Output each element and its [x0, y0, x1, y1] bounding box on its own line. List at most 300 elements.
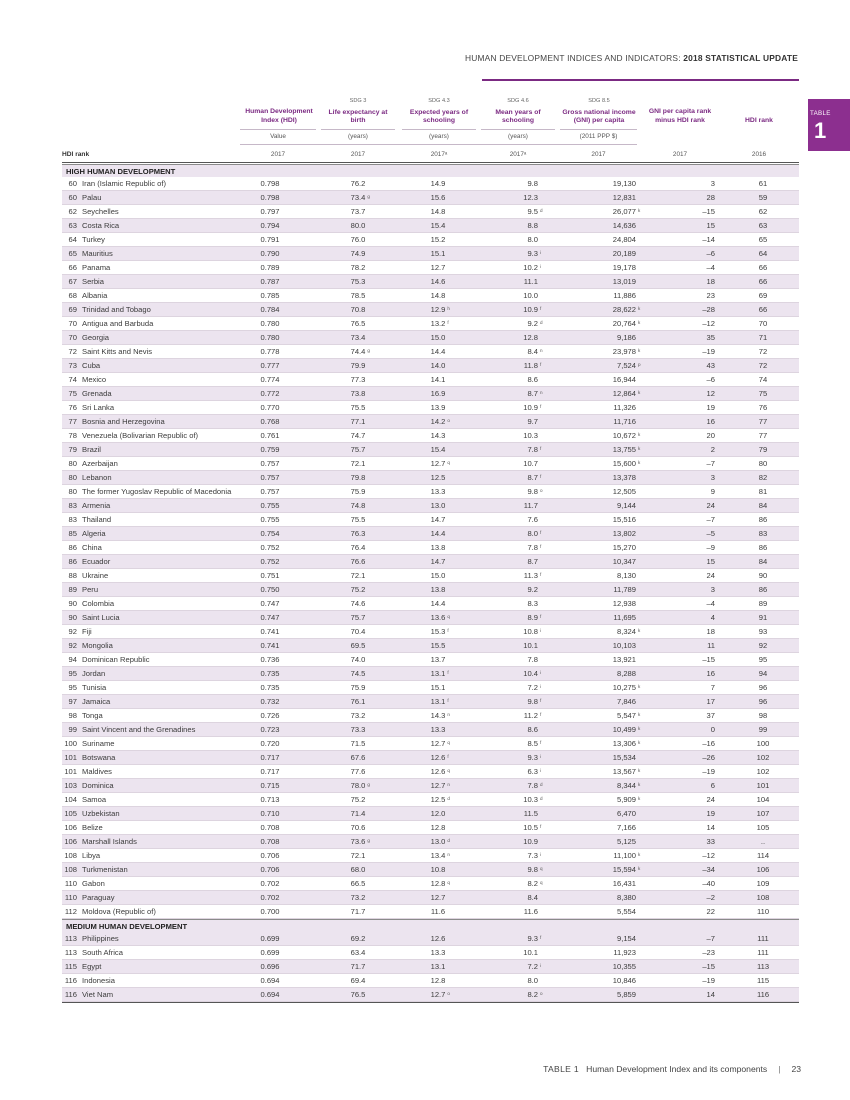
- cell-country: Fiji: [82, 627, 92, 636]
- cell-mean-schooling-value: 7.2: [527, 962, 538, 971]
- footnote-marker: k: [638, 684, 641, 689]
- cell-mean-schooling: [527, 487, 543, 496]
- cell-mean-schooling: [523, 333, 538, 342]
- footnote-marker: f: [540, 404, 542, 409]
- cell-gni-cell: [572, 597, 636, 611]
- cell-gni-rank-diff: –19: [702, 347, 715, 356]
- cell-mean-schooling-value: 11.1: [523, 277, 538, 286]
- cell-mean-schooling-cell: [492, 932, 542, 946]
- cell-life-expectancy: [351, 697, 366, 706]
- cell-hdi-value: 0.754: [260, 529, 280, 538]
- cell-mean-schooling-cell: [492, 891, 538, 905]
- footnote-marker: g: [367, 194, 370, 199]
- cell-country: Botswana: [82, 753, 116, 762]
- cell-life-expectancy-value: 71.7: [350, 962, 366, 971]
- cell-mean-schooling-value: 8.8: [527, 221, 538, 230]
- cell-expected-schooling: [431, 249, 446, 258]
- cell-life-expectancy-cell: [330, 849, 386, 863]
- cell-hdi-rank: 97: [68, 697, 77, 706]
- table-row: [62, 835, 799, 849]
- cell-hdi-rank-2016: 65: [758, 235, 768, 244]
- cell-gni-cell: [572, 667, 636, 681]
- footnote-marker: q: [447, 740, 450, 745]
- cell-mean-schooling-cell: [492, 807, 538, 821]
- cell-life-expectancy-value: 73.2: [350, 893, 366, 902]
- cell-country: Albania: [82, 291, 108, 300]
- cell-hdi-rank-2016: 114: [756, 851, 770, 860]
- cell-hdi-rank: 116: [64, 990, 77, 999]
- running-header-regular: HUMAN DEVELOPMENT INDICES AND INDICATORS:: [464, 53, 684, 63]
- cell-gni-cell: [572, 863, 641, 877]
- cell-life-expectancy: [351, 711, 366, 720]
- cell-hdi-rank-2016: 115: [756, 976, 770, 985]
- cell-mean-schooling-value: 10.8: [523, 627, 538, 636]
- cell-hdi-rank: 92: [68, 627, 77, 636]
- cell-expected-schooling: [430, 669, 449, 678]
- cell-gni: [612, 683, 641, 692]
- cell-country: Libya: [82, 851, 101, 860]
- cell-hdi-rank-2016: 116: [756, 990, 770, 999]
- cell-gni-value: 5,859: [616, 990, 636, 999]
- year-life: 2017: [350, 151, 366, 158]
- cell-life-expectancy-cell: [330, 401, 386, 415]
- cell-gni-rank-diff: –23: [702, 948, 715, 957]
- cell-gni-value: 13,378: [612, 473, 636, 482]
- cell-hdi-rank: 90: [68, 599, 77, 608]
- footnote-marker: d: [540, 208, 543, 213]
- cell-life-expectancy-value: 76.5: [350, 990, 366, 999]
- footnote-marker: d: [540, 782, 543, 787]
- cell-mean-schooling: [523, 305, 542, 314]
- cell-gni-value: 24,804: [612, 235, 636, 244]
- cell-hdi-rank: 68: [68, 291, 77, 300]
- cell-country: Costa Rica: [82, 221, 120, 230]
- cell-hdi-value: 0.694: [260, 990, 280, 999]
- footnote-marker: k: [638, 852, 641, 857]
- cell-life-expectancy-cell: [330, 457, 386, 471]
- cell-country: Saint Lucia: [82, 613, 120, 622]
- table-row: [62, 667, 799, 681]
- cell-expected-schooling-value: 13.3: [430, 487, 446, 496]
- cell-hdi-rank-2016: 69: [758, 291, 768, 300]
- col-title-hdi-rank: HDI rank: [745, 117, 773, 124]
- cell-life-expectancy-cell: [330, 569, 386, 583]
- cell-expected-schooling-value: 13.0: [430, 501, 446, 510]
- cell-hdi-rank: 98: [68, 711, 77, 720]
- cell-life-expectancy-value: 75.3: [350, 277, 366, 286]
- cell-hdi-value: 0.717: [260, 753, 280, 762]
- cell-gni-value: 10,672: [612, 431, 636, 440]
- cell-gni-rank-diff: 17: [706, 697, 715, 706]
- footnote-marker: n: [540, 390, 543, 395]
- cell-life-expectancy-cell: [330, 247, 386, 261]
- cell-expected-schooling-cell: [410, 415, 466, 429]
- cell-hdi-value: 0.699: [260, 948, 280, 957]
- cell-hdi-rank: 80: [68, 459, 77, 468]
- cell-life-expectancy-cell: [330, 541, 386, 555]
- cell-gni-cell: [572, 932, 636, 946]
- cell-expected-schooling: [431, 347, 446, 356]
- cell-hdi-value: 0.723: [260, 725, 280, 734]
- cell-hdi-value: 0.755: [260, 515, 280, 524]
- cell-expected-schooling: [430, 781, 450, 790]
- cell-gni: [617, 333, 636, 342]
- cell-gni: [612, 207, 641, 216]
- cell-gni-rank-diff: –12: [702, 851, 715, 860]
- cell-gni-rank-diff: 3: [710, 585, 715, 594]
- cell-hdi-rank-2016: 80: [758, 459, 768, 468]
- cell-mean-schooling-cell: [492, 471, 542, 485]
- table-tab-number: 1: [814, 118, 827, 143]
- cell-mean-schooling-cell: [492, 821, 542, 835]
- cell-gni-cell: [572, 835, 636, 849]
- cell-mean-schooling: [527, 753, 542, 762]
- cell-life-expectancy-cell: [330, 625, 386, 639]
- table-row: [62, 345, 799, 359]
- cell-expected-schooling: [431, 655, 446, 664]
- cell-gni-rank-diff: –15: [702, 655, 715, 664]
- cell-life-expectancy-value: 75.2: [350, 585, 366, 594]
- footnote-marker: f: [540, 306, 542, 311]
- units-rule-gni: [560, 129, 637, 130]
- cell-gni-rank-diff: –28: [702, 305, 715, 314]
- cell-mean-schooling-cell: [492, 723, 538, 737]
- cell-mean-schooling-value: 9.3: [527, 753, 538, 762]
- cell-hdi-value: 0.755: [260, 501, 280, 510]
- cell-hdi-rank-2016: 66: [758, 263, 768, 272]
- cell-expected-schooling: [430, 837, 450, 846]
- footnote-marker: f: [540, 362, 542, 367]
- cell-hdi-rank-2016: 83: [758, 529, 768, 538]
- cell-hdi-value: 0.774: [260, 375, 280, 384]
- cell-expected-schooling-cell: [410, 723, 466, 737]
- table-row: [62, 974, 799, 988]
- cell-gni-cell: [572, 765, 641, 779]
- cell-mean-schooling: [523, 571, 542, 580]
- cell-life-expectancy-value: 75.7: [350, 445, 366, 454]
- cell-life-expectancy-value: 74.8: [350, 501, 366, 510]
- cell-gni-cell: [572, 331, 636, 345]
- footnote-marker: f: [447, 320, 449, 325]
- cell-mean-schooling-value: 10.1: [523, 641, 538, 650]
- cell-hdi-rank-2016: 106: [756, 865, 770, 874]
- table-row: [62, 443, 799, 457]
- cell-mean-schooling-cell: [492, 877, 543, 891]
- cell-gni-rank-diff: –12: [702, 319, 715, 328]
- cell-hdi-value: 0.706: [260, 851, 280, 860]
- cell-hdi-rank-2016: 91: [758, 613, 768, 622]
- cell-hdi-rank: 88: [68, 571, 77, 580]
- col-title-mean: Mean years of schooling: [495, 108, 541, 125]
- cell-life-expectancy-value: 69.2: [350, 934, 366, 943]
- cell-life-expectancy: [351, 207, 366, 216]
- cell-expected-schooling-cell: [410, 317, 466, 331]
- cell-country: Ecuador: [82, 557, 111, 566]
- cell-expected-schooling-value: 15.4: [430, 445, 446, 454]
- cell-gni: [612, 347, 641, 356]
- cell-expected-schooling-value: 12.8: [430, 976, 446, 985]
- cell-mean-schooling-value: 10.7: [523, 459, 538, 468]
- footnote-marker: k: [638, 866, 641, 871]
- cell-expected-schooling-value: 15.4: [430, 221, 446, 230]
- cell-hdi-rank: 105: [64, 809, 77, 818]
- cell-expected-schooling-cell: [410, 905, 466, 919]
- table-row: [62, 583, 799, 597]
- cell-expected-schooling-value: 14.2: [430, 417, 446, 426]
- cell-gni-cell: [572, 513, 636, 527]
- cell-mean-schooling: [527, 976, 538, 985]
- cell-hdi-rank-2016: 95: [758, 655, 768, 664]
- cell-mean-schooling: [527, 529, 542, 538]
- cell-country: Sri Lanka: [82, 403, 115, 412]
- cell-gni-value: 7,846: [616, 697, 636, 706]
- cell-life-expectancy: [351, 599, 366, 608]
- cell-hdi-rank-2016: 90: [758, 571, 768, 580]
- cell-gni: [617, 823, 636, 832]
- cell-mean-schooling: [524, 501, 538, 510]
- cell-life-expectancy-value: 74.4: [350, 347, 366, 356]
- cell-life-expectancy-cell: [330, 821, 386, 835]
- cell-mean-schooling-cell: [492, 457, 538, 471]
- footnote-marker: k: [638, 320, 641, 325]
- cell-life-expectancy: [351, 627, 366, 636]
- cell-gni-rank-diff: –19: [702, 767, 715, 776]
- cell-life-expectancy: [351, 571, 366, 580]
- cell-life-expectancy: [351, 277, 366, 286]
- cell-hdi-rank: 67: [68, 277, 77, 286]
- cell-life-expectancy-cell: [330, 835, 386, 849]
- cell-hdi-rank: 113: [64, 948, 77, 957]
- cell-life-expectancy-cell: [330, 611, 386, 625]
- cell-gni-cell: [572, 639, 636, 653]
- cell-gni-value: 13,921: [612, 655, 636, 664]
- cell-mean-schooling-cell: [492, 191, 538, 205]
- cell-mean-schooling-value: 8.5: [527, 739, 538, 748]
- cell-gni: [612, 389, 641, 398]
- cell-gni: [613, 613, 636, 622]
- cell-gni-value: 10,355: [612, 962, 636, 971]
- cell-gni-cell: [572, 569, 636, 583]
- cell-life-expectancy: [351, 613, 366, 622]
- cell-mean-schooling-cell: [492, 331, 538, 345]
- cell-life-expectancy-value: 75.7: [350, 613, 366, 622]
- table-row: [62, 471, 799, 485]
- footnote-marker: i: [540, 628, 542, 633]
- cell-gni-value: 8,288: [616, 669, 636, 678]
- cell-expected-schooling: [431, 725, 446, 734]
- cell-gni: [613, 948, 636, 957]
- cell-life-expectancy-cell: [330, 779, 386, 793]
- cell-life-expectancy: [351, 823, 366, 832]
- cell-hdi-value: 0.798: [260, 179, 280, 188]
- cell-mean-schooling-value: 7.3: [527, 851, 538, 860]
- cell-life-expectancy-value: 76.5: [350, 319, 366, 328]
- cell-life-expectancy: [351, 753, 366, 762]
- cell-expected-schooling-cell: [410, 667, 466, 681]
- cell-life-expectancy-value: 75.9: [350, 683, 366, 692]
- cell-mean-schooling: [523, 361, 542, 370]
- cell-mean-schooling-cell: [492, 429, 538, 443]
- cell-expected-schooling-value: 14.4: [430, 529, 446, 538]
- cell-mean-schooling-cell: [492, 849, 542, 863]
- cell-mean-schooling: [527, 851, 542, 860]
- cell-mean-schooling-cell: [492, 709, 542, 723]
- cell-hdi-rank-2016: 84: [758, 501, 768, 510]
- cell-country: Maldives: [82, 767, 112, 776]
- cell-expected-schooling-value: 14.8: [430, 291, 446, 300]
- footer-caption: Human Development Index and its components: [586, 1064, 768, 1074]
- cell-expected-schooling-value: 15.1: [430, 249, 446, 258]
- cell-hdi-rank: 104: [64, 795, 77, 804]
- cell-mean-schooling: [523, 459, 538, 468]
- cell-gni-cell: [572, 429, 641, 443]
- cell-gni-value: 13,019: [612, 277, 636, 286]
- cell-gni-cell: [572, 737, 641, 751]
- cell-expected-schooling-cell: [410, 331, 466, 345]
- cell-mean-schooling-cell: [492, 513, 538, 527]
- cell-gni: [613, 221, 636, 230]
- cell-hdi-rank: 83: [68, 501, 77, 510]
- cell-gni-cell: [572, 471, 636, 485]
- cell-life-expectancy-cell: [330, 863, 386, 877]
- cell-expected-schooling-value: 13.0: [430, 837, 446, 846]
- col-title-hdi: Human Development Index (HDI): [245, 108, 313, 124]
- cell-life-expectancy: [351, 501, 366, 510]
- cell-mean-schooling: [527, 767, 542, 776]
- cell-life-expectancy-value: 71.4: [350, 809, 366, 818]
- cell-expected-schooling-cell: [410, 191, 466, 205]
- cell-life-expectancy-cell: [330, 653, 386, 667]
- footnote-marker: f: [540, 446, 542, 451]
- cell-mean-schooling-cell: [492, 974, 538, 988]
- table-row: [62, 485, 799, 499]
- cell-expected-schooling-value: 14.0: [430, 361, 446, 370]
- cell-hdi-rank-2016: 66: [758, 277, 768, 286]
- cell-mean-schooling-cell: [492, 303, 542, 317]
- cell-mean-schooling-value: 10.9: [523, 305, 538, 314]
- cell-mean-schooling: [524, 277, 538, 286]
- cell-life-expectancy-value: 72.1: [350, 851, 366, 860]
- cell-hdi-value: 0.770: [260, 403, 280, 412]
- cell-gni-cell: [572, 681, 641, 695]
- cell-hdi-rank-2016: 79: [758, 445, 768, 454]
- cell-life-expectancy-value: 76.1: [350, 697, 366, 706]
- cell-life-expectancy-value: 73.3: [350, 725, 366, 734]
- cell-life-expectancy-value: 69.5: [350, 641, 366, 650]
- cell-expected-schooling: [430, 697, 449, 706]
- cell-mean-schooling: [523, 711, 542, 720]
- cell-expected-schooling-cell: [410, 471, 466, 485]
- cell-gni-value: 11,695: [613, 613, 636, 622]
- table-row: [62, 821, 799, 835]
- cell-mean-schooling: [527, 725, 538, 734]
- cell-expected-schooling-cell: [410, 527, 466, 541]
- cell-expected-schooling-cell: [410, 765, 466, 779]
- cell-expected-schooling-cell: [410, 499, 466, 513]
- cell-life-expectancy-cell: [330, 639, 386, 653]
- cell-expected-schooling-value: 13.8: [430, 543, 446, 552]
- cell-life-expectancy-cell: [330, 177, 386, 191]
- cell-expected-schooling: [431, 809, 446, 818]
- cell-life-expectancy-cell: [330, 709, 386, 723]
- cell-gni-rank-diff: –14: [702, 235, 715, 244]
- cell-gni-value: 7,524: [616, 361, 636, 370]
- cell-gni-value: 15,270: [612, 543, 636, 552]
- footnote-marker: k: [638, 446, 641, 451]
- cell-gni: [613, 641, 636, 650]
- cell-mean-schooling-cell: [492, 765, 542, 779]
- cell-hdi-value: 0.715: [260, 781, 280, 790]
- cell-hdi-rank: 77: [68, 417, 77, 426]
- cell-hdi-rank-2016: 72: [758, 361, 768, 370]
- cell-hdi-rank: 64: [68, 235, 77, 244]
- cell-expected-schooling: [431, 515, 446, 524]
- cell-gni-rank-diff: –7: [706, 515, 715, 524]
- cell-gni-value: 19,130: [612, 179, 636, 188]
- cell-country: South Africa: [82, 948, 123, 957]
- cell-gni-cell: [572, 709, 641, 723]
- cell-hdi-rank-2016: 64: [758, 249, 768, 258]
- table-tab: [808, 99, 850, 151]
- footnote-marker: k: [638, 782, 641, 787]
- cell-gni: [617, 669, 636, 678]
- cell-expected-schooling-value: 14.3: [430, 431, 446, 440]
- table-row: [62, 233, 799, 247]
- cell-mean-schooling-value: 7.8: [527, 445, 538, 454]
- cell-mean-schooling: [527, 473, 542, 482]
- cell-gni-value: 11,100: [613, 851, 636, 860]
- cell-gni-value: 8,324: [616, 627, 636, 636]
- cell-life-expectancy-cell: [330, 205, 386, 219]
- table-row: [62, 681, 799, 695]
- cell-life-expectancy: [351, 403, 366, 412]
- cell-expected-schooling-cell: [410, 877, 466, 891]
- cell-hdi-value: 0.752: [260, 557, 280, 566]
- cell-gni: [617, 571, 636, 580]
- footnote-marker: q: [540, 880, 543, 885]
- cell-expected-schooling: [431, 948, 446, 957]
- cell-gni-rank-diff: 19: [706, 809, 715, 818]
- footnote-marker: f: [447, 754, 449, 759]
- table-row: [62, 765, 799, 779]
- cell-gni-value: 26,077: [612, 207, 636, 216]
- cell-hdi-value: 0.702: [260, 893, 280, 902]
- cell-expected-schooling-value: 15.0: [430, 333, 446, 342]
- cell-life-expectancy: [351, 529, 366, 538]
- cell-mean-schooling: [527, 445, 542, 454]
- cell-expected-schooling-cell: [410, 401, 466, 415]
- cell-gni-cell: [572, 443, 641, 457]
- table-tab-word: TABLE: [810, 110, 831, 117]
- cell-life-expectancy-value: 74.6: [350, 599, 366, 608]
- cell-life-expectancy: [351, 431, 366, 440]
- cell-expected-schooling-value: 12.7: [430, 459, 446, 468]
- cell-expected-schooling-value: 15.1: [430, 683, 446, 692]
- cell-country: Tonga: [82, 711, 103, 720]
- cell-mean-schooling: [527, 683, 542, 692]
- cell-expected-schooling-value: 14.7: [430, 557, 446, 566]
- footnote-marker: n: [540, 348, 543, 353]
- cell-country: Bosnia and Herzegovina: [82, 417, 165, 426]
- cell-expected-schooling-value: 14.8: [430, 207, 446, 216]
- col-header-hdi: [240, 108, 318, 125]
- cell-gni-cell: [572, 247, 636, 261]
- cell-expected-schooling-cell: [410, 555, 466, 569]
- cell-expected-schooling-value: 11.6: [430, 907, 446, 916]
- cell-hdi-value: 0.747: [260, 599, 280, 608]
- cell-gni: [617, 809, 636, 818]
- cell-life-expectancy-cell: [330, 737, 386, 751]
